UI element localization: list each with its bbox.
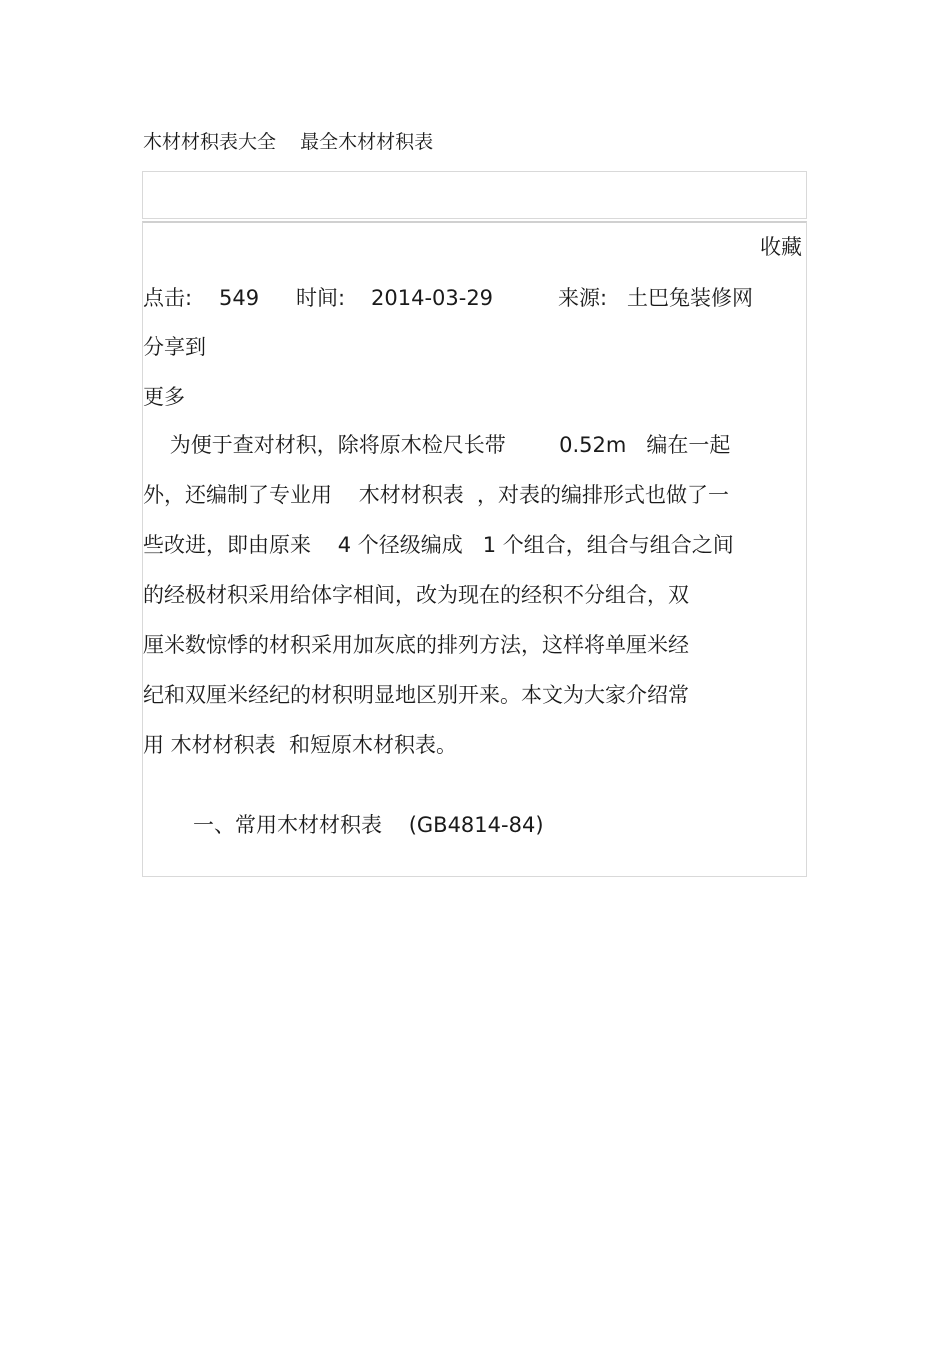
source-value: 土巴兔装修网 <box>627 286 753 310</box>
section-heading: 一、常用木材材积表 (GB4814-84) <box>193 813 544 837</box>
more-link[interactable]: 更多 <box>143 385 185 409</box>
source-label: 来源: <box>558 286 608 310</box>
paragraph-line: 外，还编制了专业用 木材材积表 ，对表的编排形式也做了一 <box>143 483 730 507</box>
paragraph-line: 用 木材材积表 和短原木材积表。 <box>143 733 458 757</box>
article-paragraph <box>143 430 803 780</box>
time-value: 2014-03-29 <box>371 286 494 310</box>
paragraph-line: 纪和双厘米经纪的材积明显地区别开来。本文为大家介绍常 <box>143 683 689 707</box>
page-title: 木材材积表大全 最全木材材积表 <box>143 131 434 153</box>
paragraph-line: 些改进，即由原来 4 个径级编成 1 个组合，组合与组合之间 <box>143 533 734 557</box>
clicks-label: 点击: <box>143 286 193 310</box>
paragraph-line: 厘米数惊悸的材积采用加灰底的排列方法，这样将单厘米经 <box>143 633 689 657</box>
article-meta <box>143 283 803 313</box>
favorite-link[interactable]: 收藏 <box>760 235 802 259</box>
paragraph-line: 为便于查对材积，除将原木检尺长带 0.52m 编在一起 <box>143 433 731 457</box>
paragraph-line: 的经极材积采用给体字相间，改为现在的经积不分组合，双 <box>143 583 689 607</box>
clicks-value: 549 <box>219 286 260 310</box>
share-link[interactable]: 分享到 <box>143 335 206 359</box>
header-box <box>142 171 807 219</box>
time-label: 时间: <box>296 286 346 310</box>
